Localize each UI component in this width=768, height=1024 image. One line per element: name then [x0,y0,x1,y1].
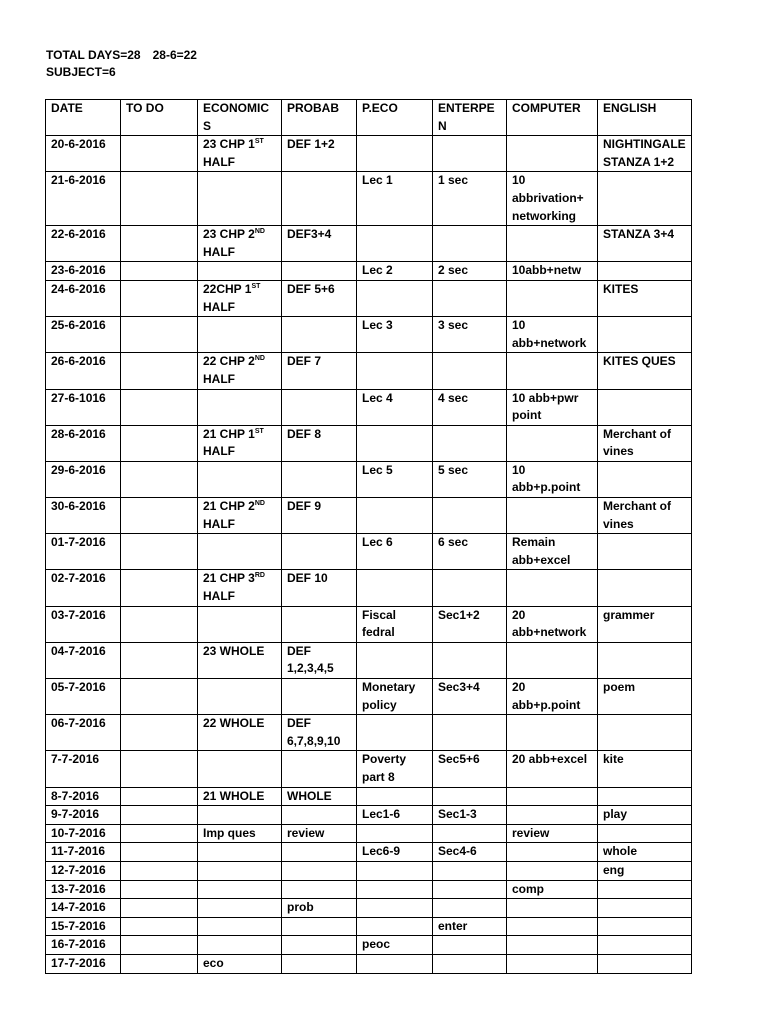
table-cell [198,843,282,862]
document-header [46,47,197,81]
table-cell: 21 WHOLE [198,787,282,806]
table-cell: 23 CHP 1ST HALF [198,136,282,172]
table-cell [121,534,198,570]
table-cell [433,954,507,973]
table-cell: 3 sec [433,317,507,353]
table-cell: 20 abb+p.point [507,679,598,715]
table-cell: Sec1+2 [433,606,507,642]
table-cell [121,954,198,973]
table-cell: DEF 5+6 [282,280,357,316]
table-cell: STANZA 3+4 [598,226,692,262]
table-cell [598,899,692,918]
table-cell [433,280,507,316]
table-cell [282,534,357,570]
study-schedule-table [45,99,692,974]
table-cell: whole [598,843,692,862]
table-cell [507,954,598,973]
table-cell [598,936,692,955]
table-cell: Lec 6 [357,534,433,570]
table-cell [507,861,598,880]
table-cell [433,824,507,843]
total-days-text: TOTAL DAYS=28 [46,48,141,62]
table-cell: Lec 2 [357,262,433,281]
table-cell: DEF 1+2 [282,136,357,172]
table-row [46,606,692,642]
table-cell [282,861,357,880]
table-cell [198,534,282,570]
table-cell: Imp ques [198,824,282,843]
subject-count-text: SUBJECT=6 [46,65,116,79]
table-cell: 27-6-1016 [46,389,121,425]
table-cell: Sec4-6 [433,843,507,862]
table-cell [598,917,692,936]
table-cell [121,317,198,353]
table-cell [198,880,282,899]
table-cell [198,461,282,497]
table-cell: Remain abb+excel [507,534,598,570]
table-cell [357,880,433,899]
table-cell: NIGHTINGALE STANZA 1+2 [598,136,692,172]
table-cell [282,606,357,642]
table-cell [121,917,198,936]
table-cell [357,954,433,973]
table-cell: 04-7-2016 [46,642,121,678]
table-cell [357,136,433,172]
table-cell: Sec5+6 [433,751,507,787]
table-cell: 24-6-2016 [46,280,121,316]
table-cell [507,917,598,936]
table-row [46,824,692,843]
table-cell [121,751,198,787]
table-cell [121,899,198,918]
table-cell: 2 sec [433,262,507,281]
table-cell: DEF 8 [282,425,357,461]
table-cell [507,570,598,606]
table-cell [121,570,198,606]
table-cell [433,899,507,918]
table-cell: 26-6-2016 [46,353,121,389]
table-cell [507,642,598,678]
table-cell [121,425,198,461]
table-cell: poem [598,679,692,715]
table-cell: Monetary policy [357,679,433,715]
table-row [46,280,692,316]
table-row [46,861,692,880]
table-cell: DEF 10 [282,570,357,606]
table-cell: 10-7-2016 [46,824,121,843]
table-cell: review [507,824,598,843]
table-row [46,425,692,461]
table-cell [198,861,282,880]
table-row [46,936,692,955]
table-cell [598,824,692,843]
column-header: ENTERPEN [433,100,507,136]
table-cell [282,461,357,497]
table-cell [121,262,198,281]
table-cell [598,570,692,606]
table-cell: enter [433,917,507,936]
table-row [46,262,692,281]
table-cell: 23 CHP 2ND HALF [198,226,282,262]
table-cell: WHOLE [282,787,357,806]
table-cell [282,172,357,226]
table-cell: 22 CHP 2ND HALF [198,353,282,389]
table-cell: review [282,824,357,843]
table-row [46,461,692,497]
table-cell: 6 sec [433,534,507,570]
table-cell [282,880,357,899]
table-cell [507,715,598,751]
table-cell: 10 abb+network [507,317,598,353]
table-cell [433,226,507,262]
table-cell [507,280,598,316]
table-cell [282,954,357,973]
table-cell [433,353,507,389]
table-cell: Lec 5 [357,461,433,497]
table-cell [282,917,357,936]
table-cell: 22-6-2016 [46,226,121,262]
table-cell: 21 CHP 3RD HALF [198,570,282,606]
table-cell [433,425,507,461]
table-row [46,317,692,353]
table-row [46,787,692,806]
table-cell [198,806,282,825]
table-cell: 25-6-2016 [46,317,121,353]
table-cell [121,280,198,316]
table-cell [121,880,198,899]
table-row [46,806,692,825]
table-cell [357,353,433,389]
table-cell: 10 abbrivation+ networking [507,172,598,226]
table-cell: 30-6-2016 [46,498,121,534]
table-row [46,570,692,606]
table-cell: DEF 9 [282,498,357,534]
table-cell [598,262,692,281]
table-cell [121,843,198,862]
table-cell: 22 WHOLE [198,715,282,751]
table-cell [121,806,198,825]
table-cell [433,570,507,606]
table-cell: DEF 1,2,3,4,5 [282,642,357,678]
table-cell: play [598,806,692,825]
table-cell: Sec1-3 [433,806,507,825]
table-row [46,751,692,787]
table-cell [121,461,198,497]
table-cell: 06-7-2016 [46,715,121,751]
table-cell: 9-7-2016 [46,806,121,825]
table-cell [198,262,282,281]
table-cell: 02-7-2016 [46,570,121,606]
table-cell: 20 abb+network [507,606,598,642]
table-cell [282,389,357,425]
table-row [46,534,692,570]
column-header: TO DO [121,100,198,136]
table-cell: 15-7-2016 [46,917,121,936]
table-cell: Fiscal fedral [357,606,433,642]
table-cell: DEF 7 [282,353,357,389]
table-cell: comp [507,880,598,899]
table-cell [357,824,433,843]
table-cell [507,353,598,389]
table-cell [198,606,282,642]
table-cell: KITES [598,280,692,316]
column-header: P.ECO [357,100,433,136]
table-cell: 7-7-2016 [46,751,121,787]
column-header: COMPUTER [507,100,598,136]
table-cell [598,461,692,497]
table-cell: grammer [598,606,692,642]
table-cell: 29-6-2016 [46,461,121,497]
table-cell: 12-7-2016 [46,861,121,880]
table-cell [282,751,357,787]
column-header: ENGLISH [598,100,692,136]
table-cell: 21 CHP 2ND HALF [198,498,282,534]
table-cell: 23 WHOLE [198,642,282,678]
table-cell [357,787,433,806]
table-cell: Lec 4 [357,389,433,425]
table-cell [357,715,433,751]
table-cell [598,880,692,899]
table-cell [121,642,198,678]
table-cell: eco [198,954,282,973]
table-row [46,642,692,678]
table-header-row [46,100,692,136]
table-cell: kite [598,751,692,787]
table-cell [198,389,282,425]
table-cell: 4 sec [433,389,507,425]
table-cell [357,570,433,606]
table-cell [282,936,357,955]
table-cell [507,899,598,918]
table-cell [357,917,433,936]
table-cell [121,679,198,715]
table-cell [282,317,357,353]
table-cell [433,715,507,751]
table-cell [433,880,507,899]
table-cell [198,751,282,787]
table-cell [507,787,598,806]
table-cell [121,353,198,389]
table-cell [121,226,198,262]
table-cell [507,136,598,172]
table-cell [198,917,282,936]
table-cell [121,136,198,172]
table-cell [433,498,507,534]
table-cell: 13-7-2016 [46,880,121,899]
header-line-days [46,47,197,64]
table-cell [507,806,598,825]
table-cell: 20 abb+excel [507,751,598,787]
table-row [46,899,692,918]
table-cell [282,806,357,825]
table-row [46,172,692,226]
table-cell: 17-7-2016 [46,954,121,973]
column-header: DATE [46,100,121,136]
table-cell [121,172,198,226]
table-cell [282,843,357,862]
table-cell [598,172,692,226]
table-cell: 21 CHP 1ST HALF [198,425,282,461]
table-cell: 22CHP 1ST HALF [198,280,282,316]
table-cell: peoc [357,936,433,955]
days-calc-text: 28-6=22 [152,48,197,62]
table-cell [198,679,282,715]
table-cell: Lec 1 [357,172,433,226]
table-cell [198,172,282,226]
table-cell [357,642,433,678]
table-cell [121,606,198,642]
table-cell: DEF3+4 [282,226,357,262]
table-cell [121,824,198,843]
table-cell [282,262,357,281]
table-cell [598,534,692,570]
table-cell: Sec3+4 [433,679,507,715]
table-cell: 11-7-2016 [46,843,121,862]
table-cell: DEF 6,7,8,9,10 [282,715,357,751]
table-cell: 05-7-2016 [46,679,121,715]
table-row [46,880,692,899]
table-cell: 10 abb+p.point [507,461,598,497]
table-cell [433,861,507,880]
table-cell: 20-6-2016 [46,136,121,172]
table-cell [121,787,198,806]
table-cell: 03-7-2016 [46,606,121,642]
table-cell: 10abb+netw [507,262,598,281]
table-cell [433,136,507,172]
table-row [46,136,692,172]
table-cell: KITES QUES [598,353,692,389]
table-cell: 1 sec [433,172,507,226]
table-cell [507,498,598,534]
table-row [46,498,692,534]
table-cell: 28-6-2016 [46,425,121,461]
table-cell [433,642,507,678]
table-cell [598,787,692,806]
table-cell: 14-7-2016 [46,899,121,918]
table-cell [598,317,692,353]
table-cell [433,787,507,806]
table-row [46,917,692,936]
table-cell: 10 abb+pwr point [507,389,598,425]
table-cell [198,317,282,353]
table-cell [507,425,598,461]
table-cell: 01-7-2016 [46,534,121,570]
table-cell: Merchant of vines [598,498,692,534]
table-row [46,226,692,262]
column-header: PROBAB [282,100,357,136]
table-row [46,679,692,715]
table-cell: 5 sec [433,461,507,497]
table-body [46,136,692,973]
table-row [46,353,692,389]
table-cell: eng [598,861,692,880]
table-cell [357,280,433,316]
table-cell [507,843,598,862]
table-cell [598,954,692,973]
table-cell: 21-6-2016 [46,172,121,226]
table-row [46,954,692,973]
table-cell: 8-7-2016 [46,787,121,806]
table-row [46,843,692,862]
table-cell [598,389,692,425]
table-row [46,389,692,425]
table-cell [198,899,282,918]
table-cell [357,425,433,461]
table-cell [121,936,198,955]
table-cell: 23-6-2016 [46,262,121,281]
table-cell: Lec 3 [357,317,433,353]
table-cell [507,226,598,262]
table-cell: 16-7-2016 [46,936,121,955]
table-cell [357,899,433,918]
table-cell: Merchant of vines [598,425,692,461]
table-cell [357,861,433,880]
table-cell [598,642,692,678]
table-cell [357,226,433,262]
table-cell [433,936,507,955]
table-row [46,715,692,751]
table-cell [121,389,198,425]
table-cell [507,936,598,955]
table-cell: prob [282,899,357,918]
table-cell [598,715,692,751]
table-cell: Poverty part 8 [357,751,433,787]
column-header: ECONOMICS [198,100,282,136]
table-cell [198,936,282,955]
table-cell [121,498,198,534]
table-cell [121,715,198,751]
table-cell [282,679,357,715]
table-cell: Lec1-6 [357,806,433,825]
table-cell: Lec6-9 [357,843,433,862]
table-cell [357,498,433,534]
table-cell [121,861,198,880]
